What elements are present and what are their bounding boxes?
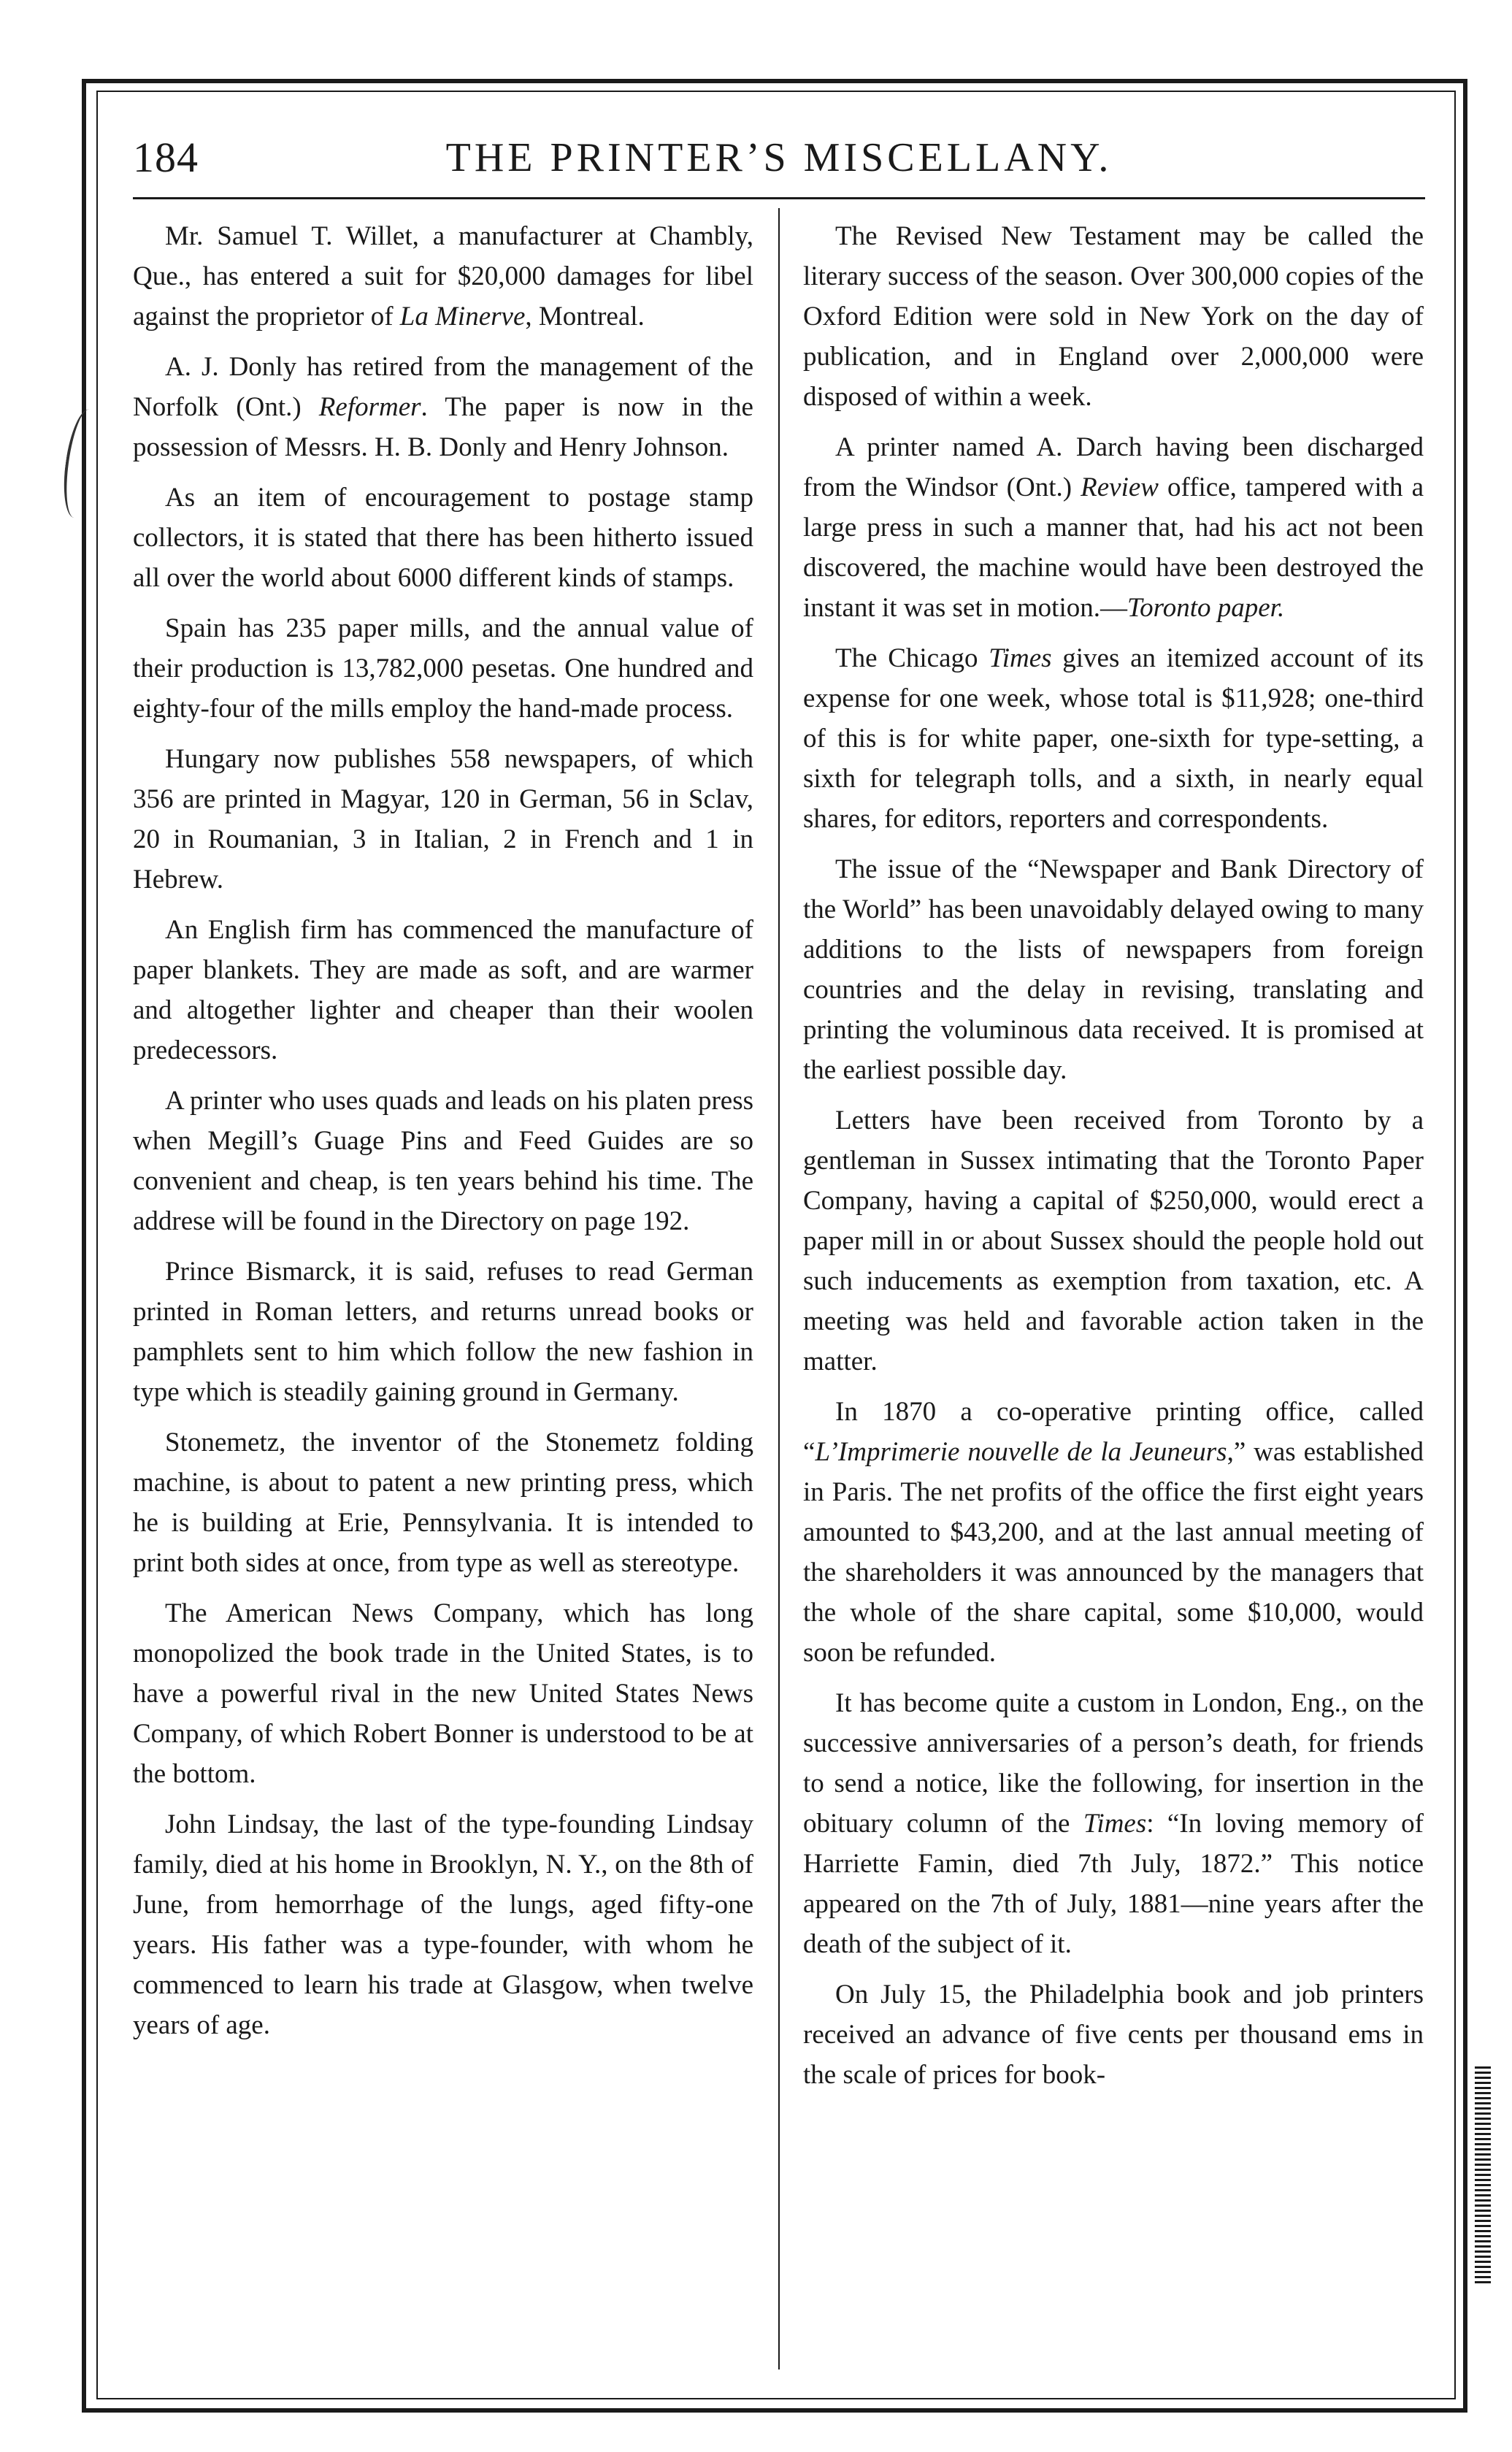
news-item [803,849,1424,1090]
news-item [803,1100,1424,1382]
running-header [133,121,1425,194]
running-title: THE PRINTER’S MISCELLANY. [445,135,1113,180]
news-item [133,1081,753,1241]
edge-binding-mark [1475,2066,1491,2286]
news-item [803,1683,1424,1964]
italic-text: La Minerve [399,302,526,332]
news-item [803,638,1424,839]
paragraph-text: Prince Bismarck, it is said, refuses to read German printed in Roman letters, and returns unread books or pamphlets sent to him which follow the new fashion in type which is steadily gaining ground in Germany. [133,1257,753,1407]
news-item [133,1422,753,1583]
paragraph-text: gives an itemized account of its expense for one week, whose total is $11,928; one-third of this is for white paper, one-sixth for type-setting, a sixth for telegraph tolls, and a sixth, in nearly equal shares, for editors, reporters and correspondents. [803,643,1424,834]
paragraph-text: Stonemetz, the inventor of the Stonemetz folding machine, is about to patent a new printing press, which he is building at Erie, Pennsylvania. It is intended to print both sides at once, from type as well as stereotype. [133,1428,753,1578]
paragraph-text: The American News Company, which has long monopolized the book trade in the United States, is to have a powerful rival in the new United States News Company, of which Robert Bonner is understood to be at the bottom. [133,1598,753,1789]
paragraph-text: ,” was established in Paris. The net profits of the office the first eight years amounted to $43,200, and at the last annual meeting of the shareholders it was announced by the managers that the whole of the share capital, some $10,000, would soon be refunded. [803,1437,1424,1668]
news-item [133,1252,753,1412]
left-column [133,216,753,2356]
paragraph-text: As an item of encouragement to postage stamp collectors, it is stated that there has been hitherto issued all over the world about 6000 different kinds of stamps. [133,483,753,593]
paragraph-text: An English firm has commenced the manufacture of paper blankets. They are made as soft, and are warmer and altogether lighter and cheaper than their woolen predecessors. [133,915,753,1065]
italic-text: Reformer [318,392,421,422]
news-item [133,608,753,729]
news-item [803,216,1424,417]
news-item [133,347,753,467]
paragraph-text: Spain has 235 paper mills, and the annual value of their production is 13,782,000 pesetas. One hundred and eighty-four of the mills employ the hand-made process. [133,613,753,724]
paragraph-text: The Chicago [835,643,989,673]
paragraph-text: office, tampered with a large press in such a manner that, had his act not been discovered, the machine would have been destroyed the instant it was set in motion.— [803,472,1424,623]
news-item [133,216,753,337]
paragraph-text: A printer who uses quads and leads on his platen press when Megill’s Guage Pins and Feed Guides are so convenient and cheap, is ten years behind his time. The addrese will be found in the Directory on page 192. [133,1086,753,1236]
news-item [133,478,753,598]
italic-text: Times [1083,1809,1147,1839]
paragraph-text: A printer named A. Darch having been discharged from the Windsor (Ont.) [803,432,1424,502]
news-item [133,1804,753,2045]
header-rule [133,197,1425,199]
right-column [803,216,1424,2356]
news-item [133,739,753,900]
paragraph-text: Hungary now publishes 558 newspapers, of which 356 are printed in Magyar, 120 in German, 56 in Sclav, 20 in Roumanian, 3 in Italian, 2 in French and 1 in Hebrew. [133,744,753,894]
paragraph-text: It has become quite a custom in London, Eng., on the successive anniversaries of a person’s death, for friends to send a notice, like the following, for insertion in the obituary column of the [803,1688,1424,1839]
news-item [133,1593,753,1794]
paragraph-text: . The paper is now in the possession of Messrs. H. B. Donly and Henry Johnson. [133,392,753,462]
paragraph-text: The Revised New Testament may be called the literary success of the season. Over 300,000 copies of the Oxford Edition were sold in New York on the day of publication, and in England over 2,000,000 were disposed of within a week. [803,221,1424,412]
page-number: 184 [133,134,199,181]
italic-text: Review [1081,472,1159,502]
paragraph-text: Mr. Samuel T. Willet, a manufacturer at Chambly, Que., has entered a suit for $20,000 damages for libel against the proprietor of [133,221,753,332]
column-divider [778,208,780,2369]
paragraph-text: In 1870 a co-operative printing office, called “ [803,1397,1424,1467]
news-item [133,910,753,1070]
news-item [803,1974,1424,2095]
news-item [803,1392,1424,1673]
news-item [803,427,1424,628]
paragraph-text: On July 15, the Philadelphia book and job printers received an advance of five cents per thousand ems in the scale of prices for book- [803,1980,1424,2090]
paragraph-text: A. J. Donly has retired from the management of the Norfolk (Ont.) [133,352,753,422]
paragraph-text: , Montreal. [525,302,645,332]
paragraph-text: : “In loving memory of Harriette Famin, died 7th July, 1872.” This notice appeared on the 7th of July, 1881—nine years after the death of the subject of it. [803,1809,1424,1959]
paragraph-text: John Lindsay, the last of the type-founding Lindsay family, died at his home in Brooklyn, N. Y., on the 8th of June, from hemorrhage of the lungs, aged fifty-one years. His father was a type-founder, with whom he commenced to learn his trade at Glasgow, when twelve years of age. [133,1809,753,2040]
italic-text: Times [989,643,1052,673]
paragraph-text: Letters have been received from Toronto by a gentleman in Sussex intimating that the Toronto Paper Company, having a capital of $250,000, would erect a paper mill in or about Sussex should the people hold out such inducements as exemption from taxation, etc. A meeting was held and favorable action taken in the matter. [803,1106,1424,1376]
paragraph-text: The issue of the “Newspaper and Bank Directory of the World” has been unavoidably delayed owing to many additions to the lists of newspapers from foreign countries and the delay in revising, translating and printing the voluminous data received. It is promised at the earliest possible day. [803,854,1424,1085]
italic-text: L’Imprimerie nouvelle de la Jeuneurs [815,1437,1227,1467]
italic-text: Toronto paper. [1127,593,1285,623]
